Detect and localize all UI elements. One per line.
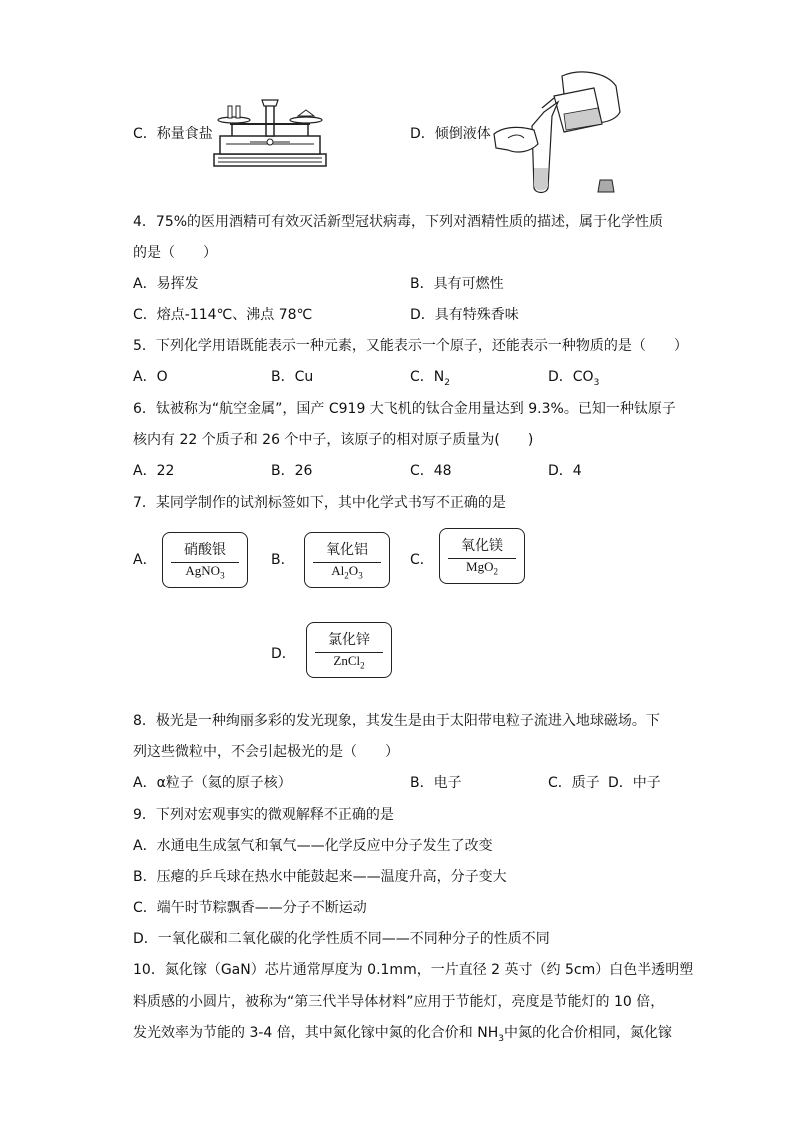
q9-option-b: B．压瘪的乒乓球在热水中能鼓起来——温度升高，分子变大	[133, 869, 507, 885]
q6-option-b: B．26	[271, 463, 313, 479]
q7-label-a-formula	[163, 563, 247, 581]
q8-stem-line-2: 列这些微粒中，不会引起极光的是（ ）	[133, 744, 399, 760]
q5-option-c-sub: 2	[444, 377, 450, 388]
q7-label-d-formula	[307, 653, 391, 671]
q7-label-c-name: 氧化镁	[461, 538, 503, 554]
q7-label-b-formula-sub: 2	[344, 571, 349, 581]
q7-label-c-formula	[440, 559, 524, 577]
q7-label-c-formula-main: MgO	[466, 559, 494, 575]
q7-label-b-formula-tail: O	[348, 563, 359, 579]
q6-option-d: D．4	[548, 463, 582, 479]
q6-stem-line-1: 6．钛被称为“航空金属”，国产 C919 大飞机的钛合金用量达到 9.3%。已知一种钛原子	[133, 401, 676, 417]
q10-line-3	[133, 1023, 672, 1049]
q4-option-c: C．熔点-114℃、沸点 78℃	[133, 307, 313, 323]
q5-stem: 5．下列化学用语既能表示一种元素，又能表示一个原子，还能表示一种物质的是（ ）	[133, 338, 688, 354]
q5-option-c-text: C．N	[410, 369, 445, 385]
q10-line-3-pre: 发光效率为节能的 3-4 倍，其中氮化镓中氮的化合价和 NH	[133, 1025, 499, 1041]
balance-scale-image	[210, 96, 330, 170]
q4-stem-line-2: 的是（ ）	[133, 245, 217, 261]
q7-label-d-name: 氯化锌	[328, 632, 370, 648]
q7-option-c-letter: C．	[410, 552, 434, 568]
q4-stem-line-1: 4．75%的医用酒精可有效灭活新型冠状病毒，下列对酒精性质的描述，属于化学性质	[133, 214, 664, 230]
q7-label-b-name: 氧化铝	[326, 542, 368, 558]
q7-label-c-formula-sub: 2	[493, 567, 498, 577]
q7-label-b-formula-tail-sub: 3	[358, 571, 363, 581]
q7-stem: 7．某同学制作的试剂标签如下，其中化学式书写不正确的是	[133, 495, 506, 511]
q6-option-c: C．48	[410, 463, 452, 479]
q7-label-b-formula	[305, 563, 389, 581]
q10-line-1: 10．氮化镓（GaN）芯片通常厚度为 0.1mm，一片直径 2 英寸（约 5cm）白色半透明塑	[133, 962, 694, 978]
q4-option-b: B．具有可燃性	[410, 276, 504, 292]
q5-option-c	[410, 367, 450, 393]
q4-option-d: D．具有特殊香味	[410, 307, 519, 323]
q7-label-d-formula-sub: 2	[360, 661, 365, 671]
q8-option-d: D．中子	[608, 775, 661, 791]
q7-label-d-formula-main: ZnCl	[333, 653, 361, 669]
q9-option-a: A．水通电生成氢气和氧气——化学反应中分子发生了改变	[133, 838, 493, 854]
q9-option-d: D．一氧化碳和二氧化碳的化学性质不同——不同种分子的性质不同	[133, 931, 550, 947]
q6-option-a: A．22	[133, 463, 175, 479]
q7-label-a-formula-main: AgNO	[185, 563, 221, 579]
q3-option-c-label: C．称量食盐	[133, 126, 213, 142]
q9-option-c: C．端午时节粽飘香——分子不断运动	[133, 900, 367, 916]
q7-label-c	[439, 528, 525, 584]
q8-option-c: C．质子	[548, 775, 600, 791]
q3-option-d-label: D．倾倒液体	[410, 126, 491, 142]
q10-line-2: 料质感的小圆片，被称为“第三代半导体材料”应用于节能灯，亮度是节能灯的 10 倍，	[133, 994, 665, 1010]
q7-option-a-letter: A．	[133, 552, 157, 568]
q7-label-a-name: 硝酸银	[184, 542, 226, 558]
q8-option-b: B．电子	[410, 775, 462, 791]
q7-label-a-formula-sub: 3	[220, 571, 225, 581]
q9-stem: 9．下列对宏观事实的微观解释不正确的是	[133, 807, 394, 823]
pouring-liquid-image	[490, 68, 630, 196]
q7-label-b	[304, 532, 390, 588]
q5-option-d-text: D．CO	[548, 369, 594, 385]
q7-option-b-letter: B．	[271, 552, 295, 568]
q10-line-3-sub: 3	[498, 1033, 504, 1044]
q7-option-d-letter: D．	[271, 646, 296, 662]
q7-label-a	[162, 532, 248, 588]
q4-option-a: A．易挥发	[133, 276, 199, 292]
q7-label-b-formula-main: Al	[331, 563, 345, 579]
q5-option-b: B．Cu	[271, 369, 314, 385]
q6-stem-line-2: 核内有 22 个质子和 26 个中子，该原子的相对原子质量为( )	[133, 432, 534, 448]
q8-stem-line-1: 8．极光是一种绚丽多彩的发光现象，其发生是由于太阳带电粒子流进入地球磁场。下	[133, 713, 660, 729]
q8-option-a: A．α粒子（氦的原子核）	[133, 775, 292, 791]
q5-option-a: A．O	[133, 369, 168, 385]
q5-option-d-sub: 3	[593, 377, 600, 388]
q7-label-d	[306, 622, 392, 678]
q10-line-3-post: 中氮的化合价相同，氮化镓	[503, 1025, 672, 1041]
q5-option-d	[548, 367, 599, 393]
